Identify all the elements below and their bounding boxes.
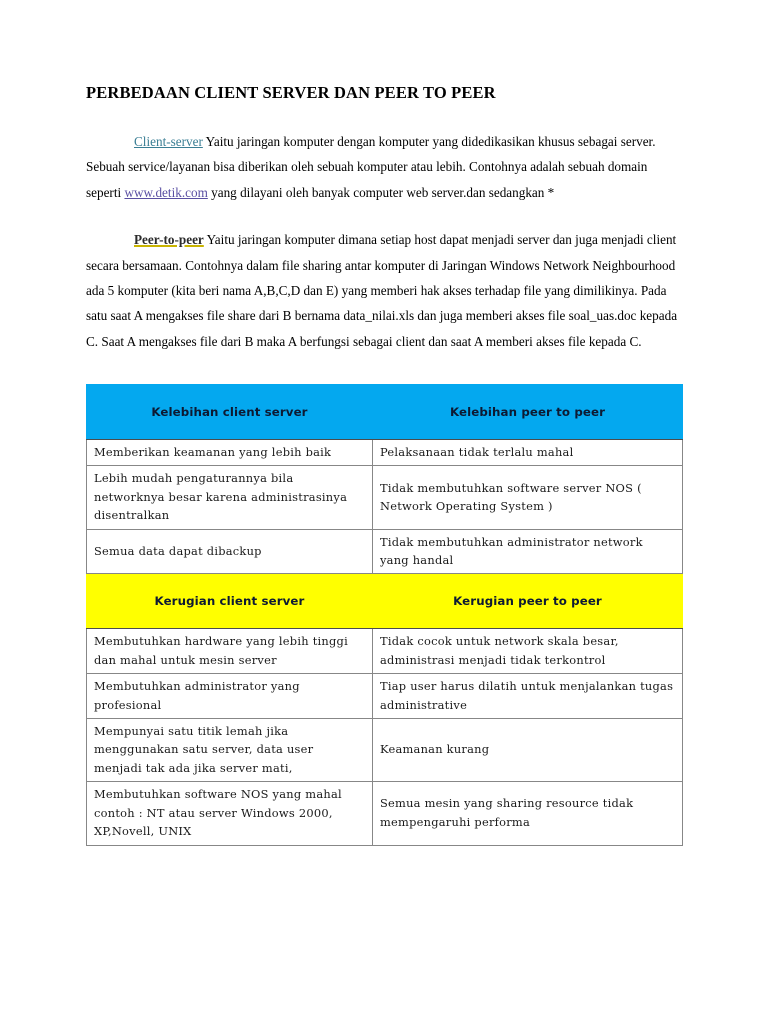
page-title: PERBEDAAN CLIENT SERVER DAN PEER TO PEER [86, 83, 496, 102]
advantages-header-peer-to-peer: Kelebihan peer to peer [373, 385, 683, 440]
detik-url-link[interactable]: www.detik.com [124, 184, 208, 200]
table-row [87, 674, 683, 719]
disadvantage-peer-to-peer-cell: Tidak cocok untuk network skala besar, administrasi menjadi tidak terkontrol [373, 629, 683, 674]
advantage-peer-to-peer-cell: Tidak membutuhkan administrator network yang handal [373, 529, 683, 574]
client-server-text-before-url: Yaitu jaringan komputer dengan komputer yang didedikasikan khusus sebagai server. Sebuah service/layanan bisa diberikan oleh sebuah komputer atau lebih. Contohnya adalah sebuah domain seperti [86, 133, 656, 200]
disadvantage-peer-to-peer-cell: Tiap user harus dilatih untuk menjalankan tugas administrative [373, 674, 683, 719]
table-row [87, 719, 683, 782]
table-row [87, 529, 683, 574]
table-row [87, 629, 683, 674]
disadvantage-client-server-cell: Membutuhkan hardware yang lebih tinggi dan mahal untuk mesin server [87, 629, 373, 674]
client-server-text-after-url: yang dilayani oleh banyak computer web server.dan sedangkan * [207, 184, 555, 200]
advantage-peer-to-peer-cell: Tidak membutuhkan software server NOS ( Network Operating System ) [373, 466, 683, 529]
paragraph-peer-to-peer [86, 227, 684, 354]
document-body [86, 84, 684, 372]
table-row [87, 782, 683, 845]
table-row [87, 440, 683, 466]
comparison-table [86, 384, 683, 846]
peer-to-peer-highlight[interactable]: Peer-to-peer [134, 232, 204, 248]
advantage-peer-to-peer-cell: Pelaksanaan tidak terlalu mahal [373, 440, 683, 466]
paragraph-client-server [86, 129, 684, 205]
disadvantages-header-row [87, 574, 683, 629]
table-row [87, 466, 683, 529]
disadvantage-client-server-cell: Membutuhkan administrator yang profesional [87, 674, 373, 719]
peer-to-peer-text: Yaitu jaringan komputer dimana setiap host dapat menjadi server dan juga menjadi client secara bersamaan. Contohnya dalam file sharing antar komputer di Jaringan Windows Network Neighbourhood ada 5 komputer (kita beri nama A,B,C,D dan E) yang memberi hak akses terhadap file yang dimilikinya. Pada satu saat A mengakses file share dari B bernama data_nilai.xls dan juga memberi akses file soal_uas.doc kepada C. Saat A mengakses file dari B maka A berfungsi sebagai client dan saat A memberi akses file kepada C. [86, 232, 678, 349]
disadvantages-header-peer-to-peer: Kerugian peer to peer [373, 574, 683, 629]
advantages-header-row [87, 385, 683, 440]
advantage-client-server-cell: Semua data dapat dibackup [87, 529, 373, 574]
disadvantage-peer-to-peer-cell: Keamanan kurang [373, 719, 683, 782]
disadvantages-header-client-server: Kerugian client server [87, 574, 373, 629]
advantage-client-server-cell: Lebih mudah pengaturannya bila networknya besar karena administrasinya disentralkan [87, 466, 373, 529]
disadvantage-client-server-cell: Mempunyai satu titik lemah jika menggunakan satu server, data user menjadi tak ada jika server mati, [87, 719, 373, 782]
advantages-header-client-server: Kelebihan client server [87, 385, 373, 440]
client-server-link[interactable]: Client-server [134, 133, 203, 149]
disadvantage-client-server-cell: Membutuhkan software NOS yang mahal contoh : NT atau server Windows 2000, XP,Novell, UNIX [87, 782, 373, 845]
disadvantage-peer-to-peer-cell: Semua mesin yang sharing resource tidak mempengaruhi performa [373, 782, 683, 845]
advantage-client-server-cell: Memberikan keamanan yang lebih baik [87, 440, 373, 466]
